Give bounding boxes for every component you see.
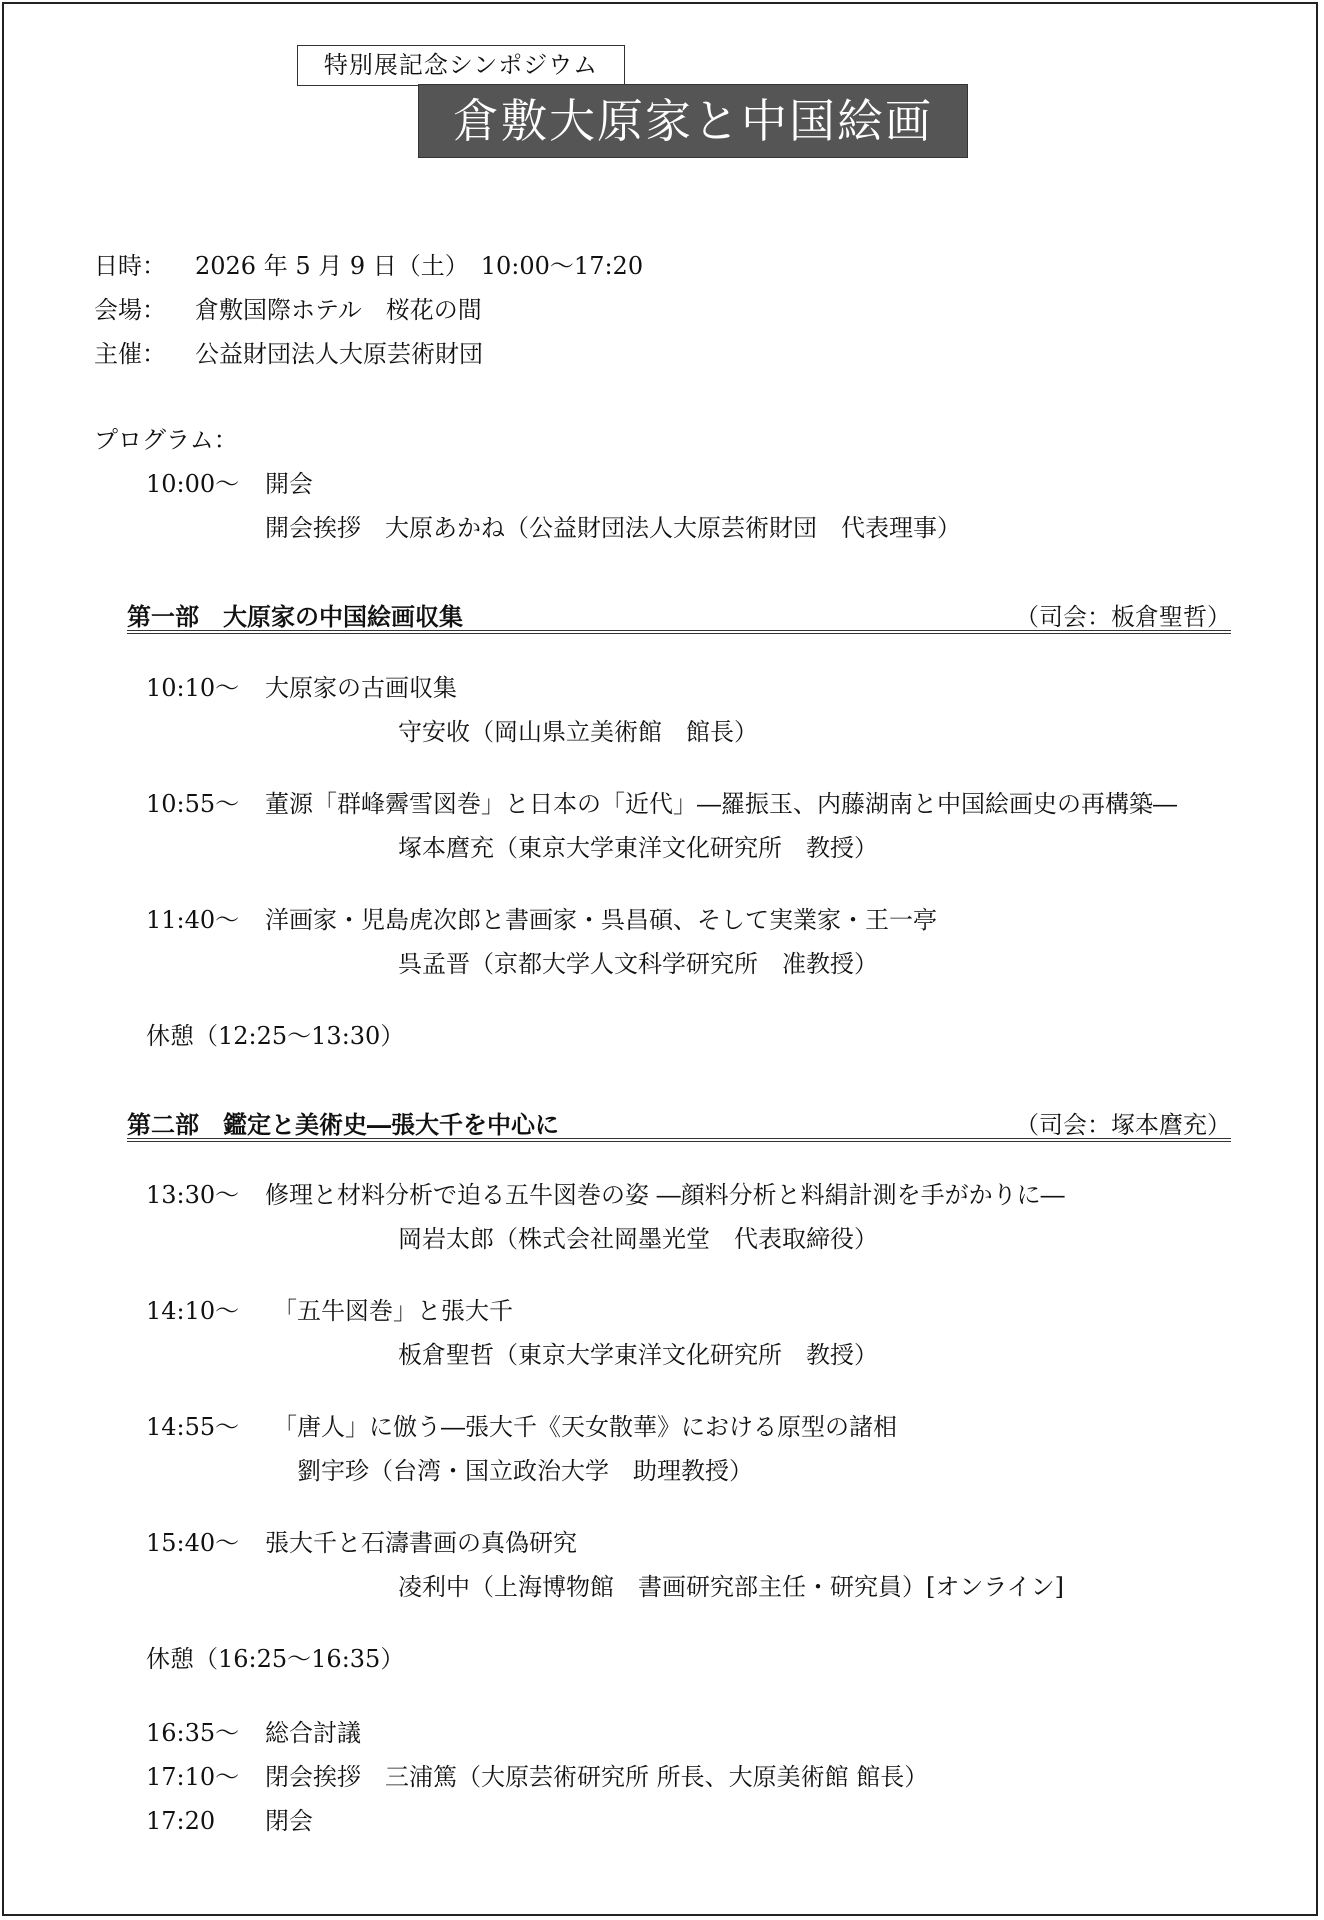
organizer-label: 主催：: [94, 340, 166, 368]
talk-title: 「唐人」に倣う―張大千《天女散華》における原型の諸相: [273, 1413, 897, 1441]
part1-heading: [127, 594, 1231, 634]
closing-time: 17:10〜: [146, 1763, 240, 1791]
event-subtitle: 特別展記念シンポジウム: [297, 45, 625, 86]
talk-speaker: 呉孟晋（京都大学人文科学研究所 准教授）: [398, 950, 878, 978]
date-label: 日時：: [94, 252, 166, 280]
closing-item: 総合討議: [265, 1719, 361, 1747]
event-title: 倉敷大原家と中国絵画: [418, 84, 968, 158]
talk-speaker: 守安收（岡山県立美術館 館長）: [398, 718, 758, 746]
talk-title: 修理と材料分析で迫る五牛図巻の姿 ―顔料分析と料絹計測を手がかりに―: [265, 1181, 1065, 1209]
break-2: 休憩（16:25〜16:35）: [146, 1645, 405, 1673]
closing-item: 閉会挨拶 三浦篤（大原芸術研究所 所長、大原美術館 館長）: [265, 1763, 929, 1791]
date-value: 2026 年 5 月 9 日（土） 10:00〜17:20: [195, 252, 644, 280]
talk-title: 洋画家・児島虎次郎と書画家・呉昌碩、そして実業家・王一亭: [265, 906, 937, 934]
talk-time: 10:55〜: [146, 790, 240, 818]
talk-speaker: 岡岩太郎（株式会社岡墨光堂 代表取締役）: [398, 1225, 878, 1253]
part2-heading: [127, 1102, 1231, 1142]
program-label: プログラム：: [94, 426, 238, 454]
venue-label: 会場：: [94, 296, 166, 324]
talk-time: 14:10〜: [146, 1297, 240, 1325]
talk-title: 張大千と石濤書画の真偽研究: [265, 1529, 577, 1557]
talk-time: 10:10〜: [146, 674, 240, 702]
part1-title: 第一部 大原家の中国絵画収集: [127, 602, 463, 631]
break-1: 休憩（12:25〜13:30）: [146, 1022, 405, 1050]
talk-title: 「五牛図巻」と張大千: [273, 1297, 513, 1325]
closing-item: 閉会: [265, 1807, 313, 1835]
talk-speaker: 劉宇珍（台湾・国立政治大学 助理教授）: [297, 1457, 753, 1485]
talk-time: 15:40〜: [146, 1529, 240, 1557]
opening-time: 10:00〜: [146, 470, 240, 498]
part1-moderator: （司会：板倉聖哲）: [1015, 603, 1231, 631]
talk-title: 董源「群峰霽雪図巻」と日本の「近代」―羅振玉、内藤湖南と中国絵画史の再構築―: [265, 790, 1177, 818]
talk-time: 13:30〜: [146, 1181, 240, 1209]
talk-speaker: 塚本麿充（東京大学東洋文化研究所 教授）: [398, 834, 878, 862]
venue-value: 倉敷国際ホテル 桜花の間: [195, 296, 482, 324]
closing-time: 16:35〜: [146, 1719, 240, 1747]
opening-title: 開会: [265, 470, 313, 498]
part2-moderator: （司会：塚本麿充）: [1015, 1111, 1231, 1139]
opening-greeting: 開会挨拶 大原あかね（公益財団法人大原芸術財団 代表理事）: [265, 514, 961, 542]
talk-title: 大原家の古画収集: [265, 674, 457, 702]
talk-time: 11:40〜: [146, 906, 240, 934]
organizer-value: 公益財団法人大原芸術財団: [195, 340, 483, 368]
talk-time: 14:55〜: [146, 1413, 240, 1441]
closing-time: 17:20: [146, 1807, 216, 1835]
talk-speaker: 凌利中（上海博物館 書画研究部主任・研究員）[オンライン]: [398, 1573, 1065, 1601]
talk-speaker: 板倉聖哲（東京大学東洋文化研究所 教授）: [398, 1341, 878, 1369]
part2-title: 第二部 鑑定と美術史―張大千を中心に: [127, 1110, 559, 1139]
